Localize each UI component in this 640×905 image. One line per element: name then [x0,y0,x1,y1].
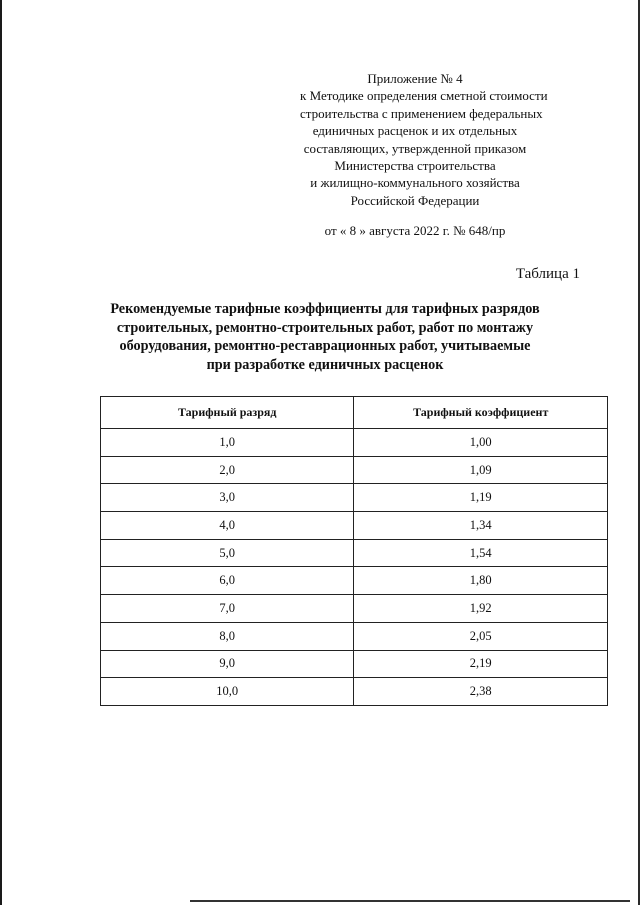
cell-grade: 1,0 [101,429,354,457]
cell-grade: 4,0 [101,512,354,540]
table-row [101,567,608,595]
title-line: оборудования, ремонтно-реставрационных работ, учитываемые [119,338,531,354]
cell-grade: 8,0 [101,622,354,650]
cell-coefficient: 1,34 [354,512,608,540]
appendix-line: Приложение № 4 [367,71,463,86]
cell-grade: 2,0 [101,456,354,484]
tariff-table [100,396,608,706]
cell-grade: 7,0 [101,595,354,623]
table-row [101,484,608,512]
table-row [101,429,608,457]
table-row [101,512,608,540]
cell-coefficient: 2,19 [354,650,608,678]
table-row [101,622,608,650]
table-header-row [101,397,608,429]
appendix-date: от « 8 » августа 2022 г. № 648/пр [324,223,506,239]
document-title [90,300,560,374]
table-row [101,595,608,623]
cell-grade: 9,0 [101,650,354,678]
table-row [101,539,608,567]
title-line: при разработке единичных расценок [206,356,444,373]
appendix-line: строительства с применением федеральных [300,105,543,121]
cell-coefficient: 1,09 [354,456,608,484]
appendix-line: Министерства строительства [334,158,496,174]
cell-grade: 3,0 [101,484,354,512]
scan-edge-left [0,0,2,905]
cell-coefficient: 1,19 [354,484,608,512]
header-tariff-coefficient: Тарифный коэффициент [354,397,608,429]
cell-coefficient: 1,92 [354,595,608,623]
header-tariff-grade: Тарифный разряд [101,397,354,429]
appendix-line: Российской Федерации [350,192,480,208]
cell-coefficient: 1,00 [354,429,608,457]
table-row [101,456,608,484]
cell-coefficient: 1,80 [354,567,608,595]
appendix-line: к Методике определения сметной стоимости [300,88,548,104]
cell-grade: 5,0 [101,539,354,567]
appendix-line: единичных расценок и их отдельных [312,123,518,139]
appendix-line: составляющих, утвержденной приказом [303,140,527,156]
cell-coefficient: 2,38 [354,678,608,706]
title-line: строительных, ремонтно-строительных работ, работ по монтажу [116,319,534,336]
table-row [101,678,608,706]
table-row [101,650,608,678]
cell-grade: 6,0 [101,567,354,595]
cell-grade: 10,0 [101,678,354,706]
table-label: Таблица 1 [515,266,580,282]
cell-coefficient: 1,54 [354,539,608,567]
scan-edge-bottom [190,900,630,902]
title-line: Рекомендуемые тарифные коэффициенты для тарифных разрядов [110,301,540,317]
appendix-line: и жилищно-коммунального хозяйства [310,175,520,191]
cell-coefficient: 2,05 [354,622,608,650]
appendix-header [300,70,548,240]
